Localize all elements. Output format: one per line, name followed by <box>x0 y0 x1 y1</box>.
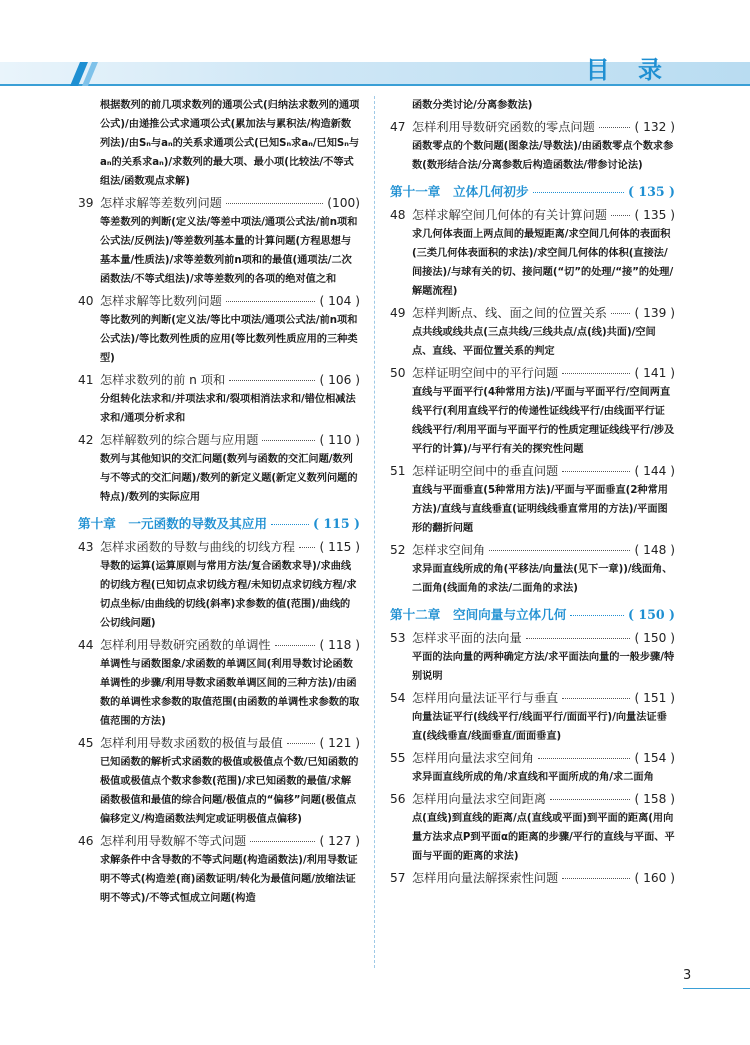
entry-number: 57 <box>390 871 406 885</box>
leader-dots <box>250 841 315 842</box>
entry-description: 求异面直线所成的角/求直线和平面所成的角/求二面角 <box>412 772 654 783</box>
entry-page: ( 104 ) <box>319 294 360 308</box>
toc-right-column <box>390 96 675 888</box>
entry-description: 点(直线)到直线的距离/点(直线或平面)到平面的距离(用向量方法求点P到平面α的距离的步骤/平行的直线与平面、平面与平面的距离的求法) <box>412 813 675 862</box>
toc-entry[interactable] <box>78 370 360 428</box>
toc-entry[interactable] <box>390 868 675 888</box>
entry-title: 怎样解数列的综合题与应用题 <box>100 433 259 447</box>
entry-page: ( 115 ) <box>319 540 360 554</box>
entry-title: 怎样利用导数研究函数的零点问题 <box>412 120 595 134</box>
toc-entry[interactable] <box>390 363 675 459</box>
entry-page: ( 150 ) <box>634 631 675 645</box>
leader-dots <box>562 878 630 879</box>
toc-entry[interactable] <box>390 540 675 598</box>
toc-entry[interactable] <box>78 430 360 507</box>
page-number: 3 <box>683 968 692 983</box>
leader-dots <box>226 301 316 302</box>
entry-page: ( 106 ) <box>319 373 360 387</box>
entry-title: 怎样求解等比数列问题 <box>100 294 222 308</box>
entry-description: 求解条件中含导数的不等式问题(构造函数法)/利用导数证明不等式(构造差(商)函数证明/转化为最值问题/放缩法证明不等式)/不等式恒成立问题(构造 <box>100 855 358 904</box>
entry-page: ( 135 ) <box>634 208 675 222</box>
leader-dots <box>271 524 309 525</box>
leader-dots <box>275 645 316 646</box>
leader-dots <box>570 615 624 616</box>
entry-title: 怎样利用导数研究函数的单调性 <box>100 638 271 652</box>
entry-number: 46 <box>78 834 94 848</box>
leader-dots <box>526 638 631 639</box>
entry-title: 怎样证明空间中的平行问题 <box>412 366 559 380</box>
entry-title: 怎样求解空间几何体的有关计算问题 <box>412 208 607 222</box>
entry-description: 等差数列的判断(定义法/等差中项法/通项公式法/前n项和公式法/反例法)/等差数列基本量的计算问题(方程思想与基本量/性质法)/求等差数列前n项和的最值(通项法/二次函数法/不等式组法)/求等差数列的各项的绝对值之和 <box>100 217 358 285</box>
entry-title: 怎样求数列的前 n 项和 <box>100 373 226 387</box>
entry-page: ( 141 ) <box>634 366 675 380</box>
entry-number: 54 <box>390 691 406 705</box>
entry-page: (100) <box>327 196 360 210</box>
entry-number: 40 <box>78 294 94 308</box>
leader-dots <box>533 192 624 193</box>
entry-number: 53 <box>390 631 406 645</box>
toc-entry[interactable] <box>390 461 675 538</box>
footer-rule <box>683 988 750 989</box>
entry-number: 52 <box>390 543 406 557</box>
entry-page: ( 139 ) <box>634 306 675 320</box>
leader-dots <box>287 743 316 744</box>
toc-entry[interactable] <box>390 303 675 361</box>
entry-page: ( 154 ) <box>634 751 675 765</box>
toc-entry[interactable] <box>390 688 675 746</box>
chapter-page: ( 150 ) <box>628 607 675 622</box>
entry-number: 47 <box>390 120 406 134</box>
entry-description: 平面的法向量的两种确定方法/求平面法向量的一般步骤/特别说明 <box>412 652 675 682</box>
chapter-title: 第十章 一元函数的导数及其应用 <box>78 516 267 531</box>
entry-description: 等比数列的判断(定义法/等比中项法/通项公式法/前n项和公式法)/等比数列性质的应用(等比数列性质应用的三种类型) <box>100 315 358 364</box>
toc-entry[interactable] <box>390 748 675 787</box>
toc-entry[interactable] <box>390 205 675 301</box>
entry-page: ( 127 ) <box>319 834 360 848</box>
chapter-title: 第十一章 立体几何初步 <box>390 184 529 199</box>
entry-title: 怎样利用导数解不等式问题 <box>100 834 247 848</box>
entry-title: 怎样用向量法证平行与垂直 <box>412 691 559 705</box>
entry-number: 55 <box>390 751 406 765</box>
chapter-heading[interactable] <box>390 181 675 203</box>
entry-page: ( 110 ) <box>319 433 360 447</box>
chapter-page: ( 135 ) <box>628 184 675 199</box>
entry-description: 函数分类讨论/分离参数法) <box>412 100 533 111</box>
entry-title: 怎样用向量法求空间角 <box>412 751 534 765</box>
entry-description: 求异面直线所成的角(平移法/向量法(见下一章))/线面角、二面角(线面角的求法/二面角的求法) <box>412 564 673 594</box>
entry-description: 已知函数的解析式求函数的极值或极值点个数/已知函数的极值或极值点个数求参数(范围)/求已知函数的最值/求解函数极值和最值的综合问题/极值点的“偏移”问题(极值点偏移定义/构造函数法判定或证明极值点偏移) <box>100 757 359 825</box>
entry-page: ( 160 ) <box>634 871 675 885</box>
entry-description: 点共线或线共点(三点共线/三线共点/点(线)共面)/空间点、直线、平面位置关系的判定 <box>412 327 656 357</box>
entry-title: 怎样用向量法求空间距离 <box>412 792 547 806</box>
entry-description: 分组转化法求和/并项法求和/裂项相消法求和/错位相减法求和/通项分析求和 <box>100 394 356 424</box>
entry-number: 45 <box>78 736 94 750</box>
leader-dots <box>562 698 630 699</box>
entry-description: 向量法证平行(线线平行/线面平行/面面平行)/向量法证垂直(线线垂直/线面垂直/面面垂直) <box>412 712 667 742</box>
entry-description: 导数的运算(运算原则与常用方法/复合函数求导)/求曲线的切线方程(已知切点求切线方程/未知切点求切线方程/求切点坐标/由曲线的切线(斜率)求参数的值(范围)/曲线的公切线问题) <box>100 561 357 629</box>
logo-mark-icon <box>66 58 100 88</box>
entry-page: ( 151 ) <box>634 691 675 705</box>
entry-title: 怎样证明空间中的垂直问题 <box>412 464 559 478</box>
entry-number: 56 <box>390 792 406 806</box>
toc-entry[interactable] <box>78 733 360 829</box>
entry-description: 直线与平面平行(4种常用方法)/平面与平面平行/空间两直线平行(利用直线平行的传递性证线线平行/由线面平行证线线平行/利用平面与平面平行的性质定理证线线平行/涉及平行的计算)/与平行有关的探究性问题 <box>412 387 675 455</box>
entry-number: 41 <box>78 373 94 387</box>
leader-dots <box>562 373 630 374</box>
entry-title: 怎样判断点、线、面之间的位置关系 <box>412 306 607 320</box>
entry-description: 数列与其他知识的交汇问题(数列与函数的交汇问题/数列与不等式的交汇问题)/数列的新定义题(新定义数列问题的特点)/数列的实际应用 <box>100 454 358 503</box>
leader-dots <box>550 799 630 800</box>
toc-entry[interactable] <box>78 635 360 731</box>
toc-left-column <box>78 96 360 910</box>
toc-entry[interactable] <box>78 537 360 633</box>
entry-number: 48 <box>390 208 406 222</box>
entry-description: 直线与平面垂直(5种常用方法)/平面与平面垂直(2种常用方法)/直线与直线垂直(证明线线垂直常用的方法)/平面图形的翻折问题 <box>412 485 668 534</box>
leader-dots <box>229 380 315 381</box>
entry-page: ( 144 ) <box>634 464 675 478</box>
entry-title: 怎样利用导数求函数的极值与最值 <box>100 736 283 750</box>
entry-number: 49 <box>390 306 406 320</box>
toc-entry[interactable] <box>78 291 360 368</box>
chapter-heading[interactable] <box>78 513 360 535</box>
chapter-page: ( 115 ) <box>313 516 360 531</box>
page-title: 目 录 <box>585 56 672 84</box>
entry-number: 39 <box>78 196 94 210</box>
entry-page: ( 121 ) <box>319 736 360 750</box>
leader-dots <box>611 215 630 216</box>
leader-dots <box>599 127 631 128</box>
entry-title: 怎样求空间角 <box>412 543 486 557</box>
entry-page: ( 148 ) <box>634 543 675 557</box>
leader-dots <box>562 471 630 472</box>
toc-entry[interactable] <box>78 831 360 908</box>
entry-title: 怎样求函数的导数与曲线的切线方程 <box>100 540 295 554</box>
entry-number: 43 <box>78 540 94 554</box>
toc-entry[interactable] <box>390 117 675 175</box>
column-divider <box>374 96 375 968</box>
entry-page: ( 158 ) <box>634 792 675 806</box>
toc-entry[interactable] <box>390 789 675 866</box>
leader-dots <box>262 440 315 441</box>
entry-description: 单调性与函数图象/求函数的单调区间(利用导数讨论函数单调性的步骤/利用导数求函数单调区间的三种方法)/由函数的单调性求参数的取值范围(由函数的单调性求参数的取值范围的方法) <box>100 659 360 727</box>
entry-description: 函数零点的个数问题(图象法/导数法)/由函数零点个数求参数(数形结合法/分离参数后构造函数法/带参讨论法) <box>412 141 674 171</box>
entry-page: ( 118 ) <box>319 638 360 652</box>
entry-title: 怎样用向量法解探索性问题 <box>412 871 559 885</box>
entry-number: 51 <box>390 464 406 478</box>
entry-description: 根据数列的前几项求数列的通项公式(归纳法求数列的通项公式)/由递推公式求通项公式(累加法与累积法/构造新数列法)/由Sₙ与aₙ的关系求通项公式(已知Sₙ求aₙ/已知Sₙ与aₙ的关系求aₙ)/求数列的最大项、最小项(比较法/不等式组法/函数观点求解) <box>100 100 360 187</box>
entry-number: 50 <box>390 366 406 380</box>
leader-dots <box>299 547 315 548</box>
toc-entry[interactable] <box>78 193 360 289</box>
leader-dots <box>489 550 630 551</box>
chapter-title: 第十二章 空间向量与立体几何 <box>390 607 567 622</box>
leader-dots <box>226 203 323 204</box>
chapter-heading[interactable] <box>390 604 675 626</box>
entry-description: 求几何体表面上两点间的最短距离/求空间几何体的表面积(三类几何体表面积的求法)/求空间几何体的体积(直接法/间接法)/与球有关的切、接问题(“切”的处理/“接”的处理/解题流程) <box>412 229 674 297</box>
toc-entry[interactable] <box>390 628 675 686</box>
entry-number: 42 <box>78 433 94 447</box>
leader-dots <box>538 758 631 759</box>
leader-dots <box>611 313 630 314</box>
entry-title: 怎样求解等差数列问题 <box>100 196 222 210</box>
entry-page: ( 132 ) <box>634 120 675 134</box>
entry-number: 44 <box>78 638 94 652</box>
entry-title: 怎样求平面的法向量 <box>412 631 522 645</box>
